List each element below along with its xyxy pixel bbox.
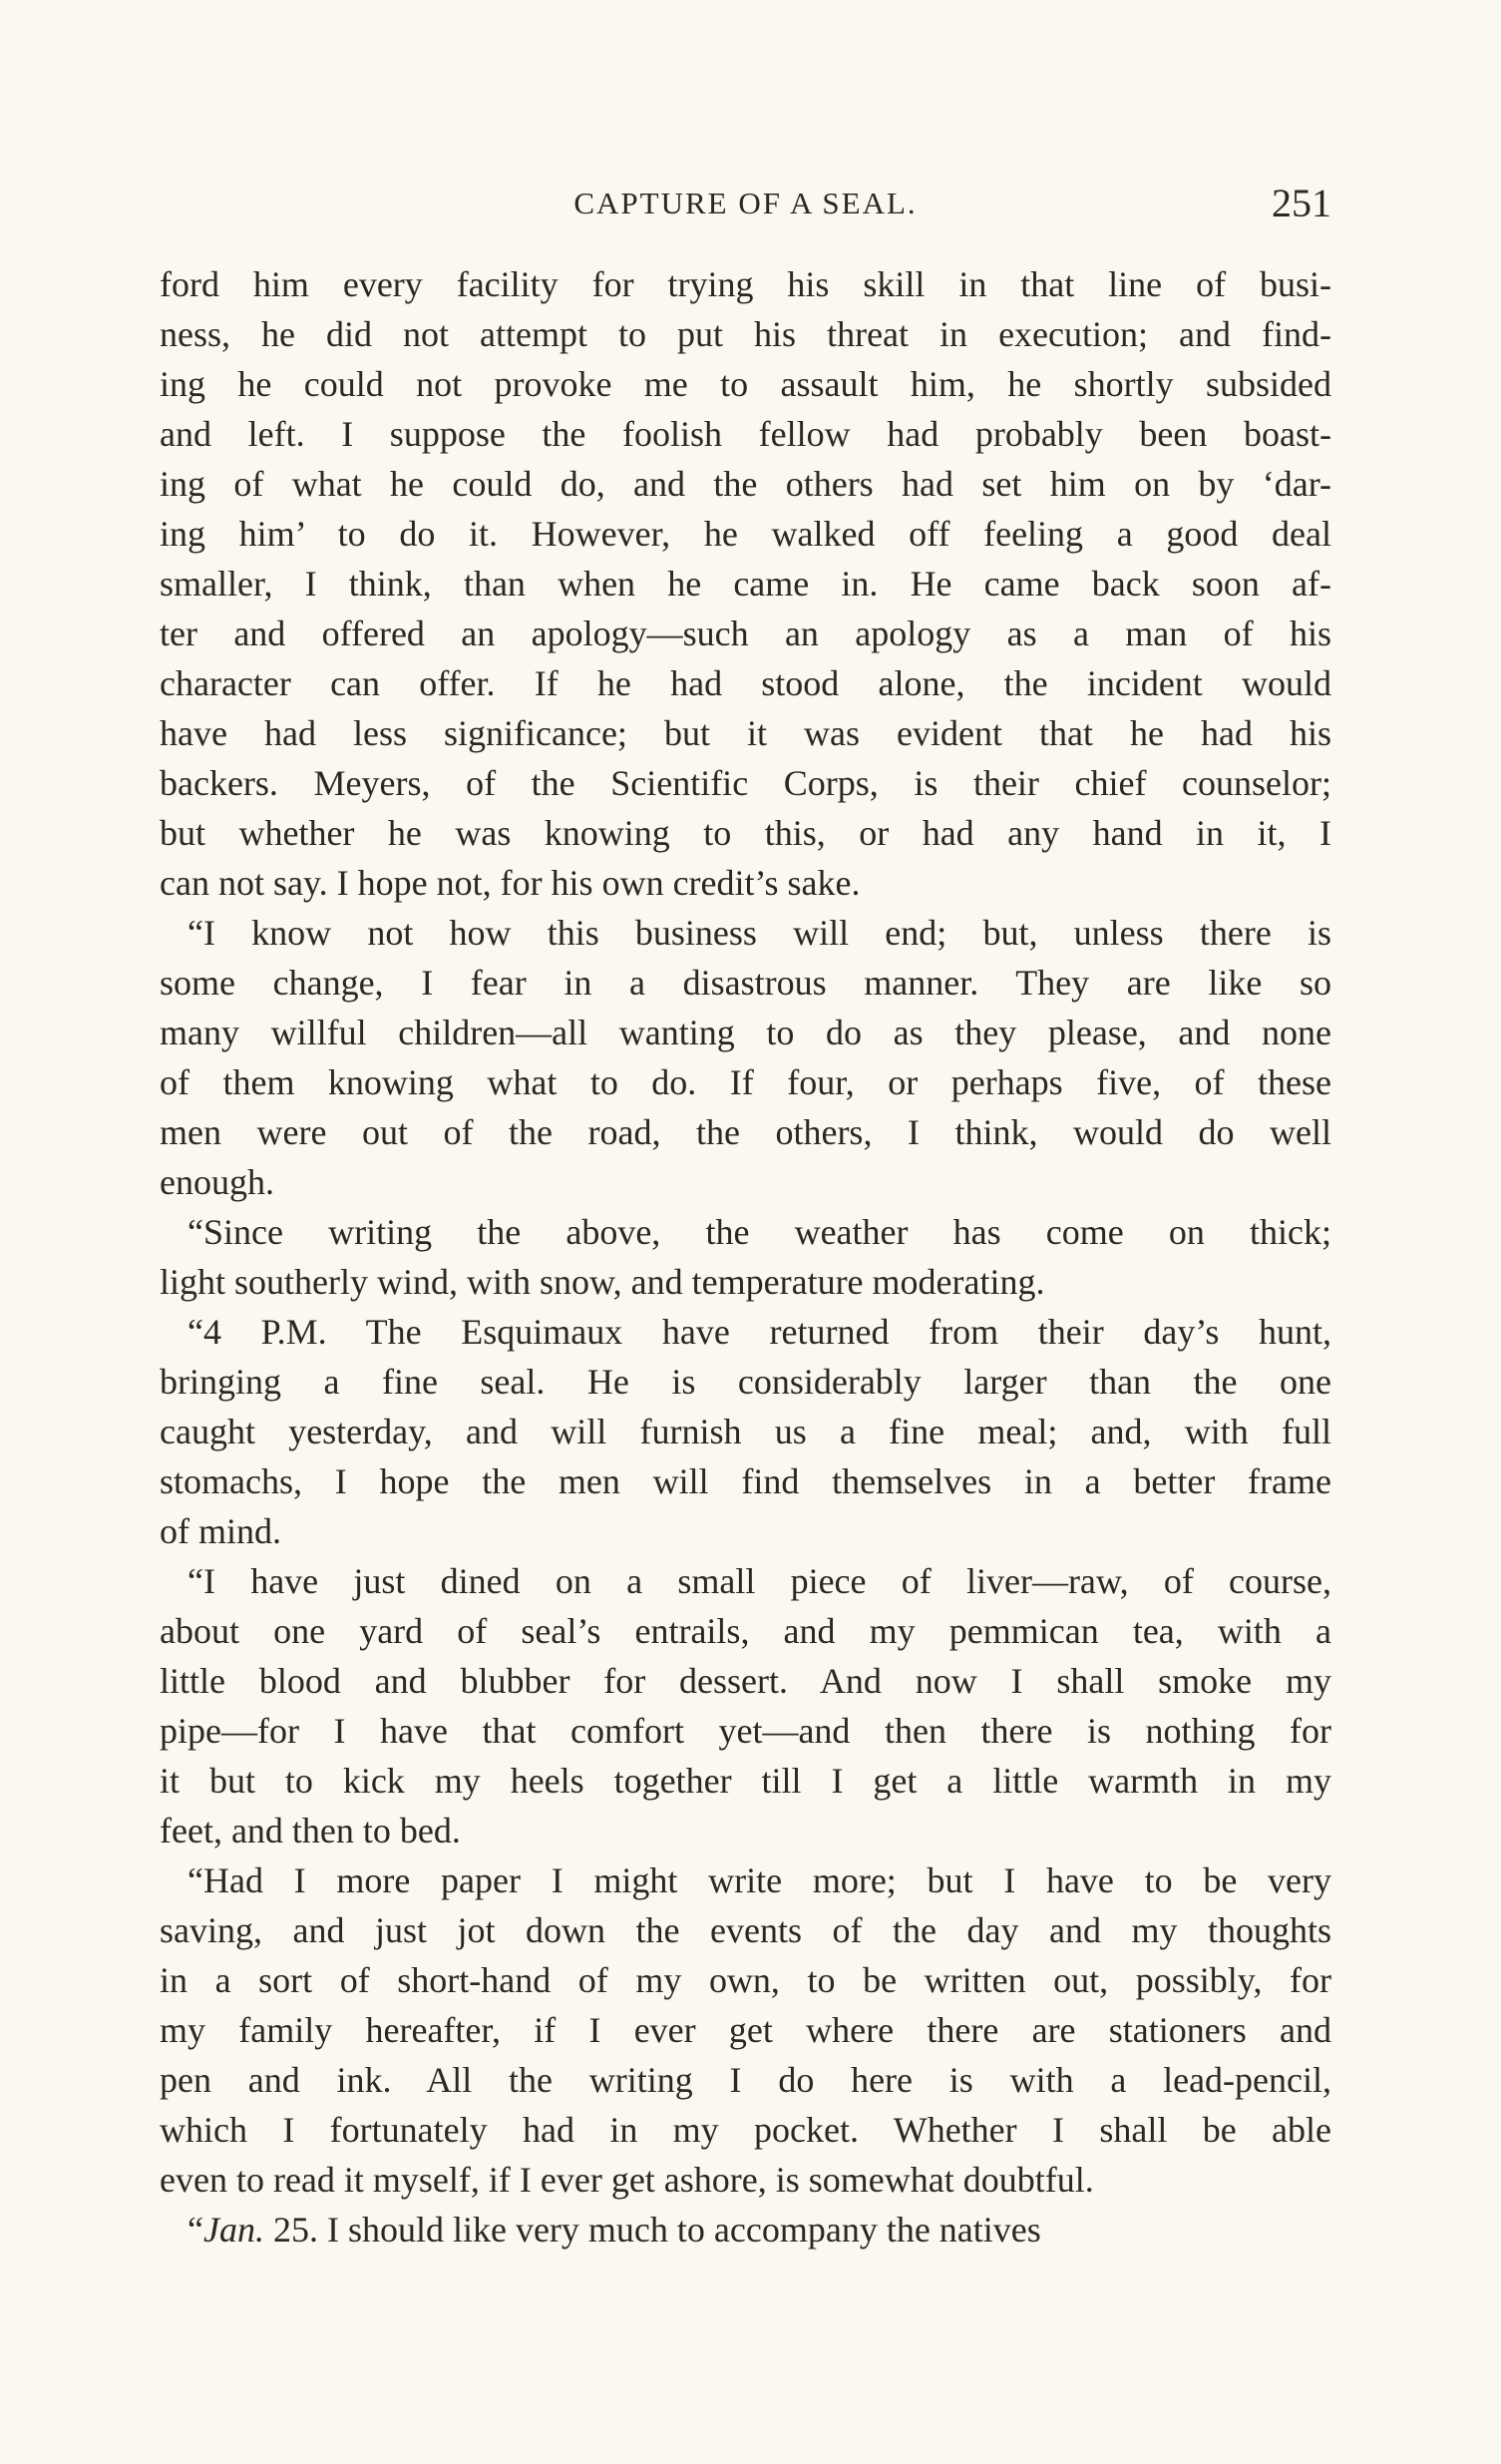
line-segment: “ xyxy=(188,2210,203,2250)
line-segment: The Esquimaux have returned from their day’s hunt, xyxy=(326,1312,1332,1352)
text-line: which I fortunately had in my pocket. Whether I shall be able xyxy=(160,2110,1331,2150)
text-line: in a sort of short-hand of my own, to be written out, possibly, for xyxy=(160,1960,1331,2000)
line-segment: 25. I should like very much to accompany the natives xyxy=(263,2210,1041,2250)
text-line: bringing a fine seal. He is considerably larger than the one xyxy=(160,1362,1331,1402)
text-line: of them knowing what to do. If four, or perhaps five, of these xyxy=(160,1062,1331,1102)
text-line: saving, and just jot down the events of the day and my thoughts xyxy=(160,1910,1331,1950)
text-line: smaller, I think, than when he came in. He came back soon af- xyxy=(160,564,1331,604)
text-line: caught yesterday, and will furnish us a fine meal; and, with full xyxy=(160,1412,1331,1451)
text-line: pen and ink. All the writing I do here is with a lead-pencil, xyxy=(160,2060,1331,2100)
text-line: can not say. I hope not, for his own credit’s sake. xyxy=(160,863,861,903)
text-line: ter and offered an apology—such an apology as a man of his xyxy=(160,614,1331,653)
text-line: and left. I suppose the foolish fellow had probably been boast- xyxy=(160,414,1331,454)
date-label: Jan. xyxy=(202,2210,264,2250)
text-line: my family hereafter, if I ever get where there are stationers and xyxy=(160,2010,1331,2050)
text-line: “Since writing the above, the weather has come on thick; xyxy=(188,1212,1331,1252)
text-line: it but to kick my heels together till I get a little warmth in my xyxy=(160,1761,1331,1801)
text-line: but whether he was knowing to this, or had any hand in it, I xyxy=(160,813,1331,853)
text-line: some change, I fear in a disastrous manner. They are like so xyxy=(160,963,1331,1003)
line-segment: “4 xyxy=(188,1312,261,1352)
text-line: “Had I more paper I might write more; but I have to be very xyxy=(188,1860,1331,1900)
text-line: men were out of the road, the others, I think, would do well xyxy=(160,1112,1331,1152)
text-line: enough. xyxy=(160,1162,274,1202)
page-number: 251 xyxy=(1272,181,1331,225)
text-line: ing him’ to do it. However, he walked off feeling a good deal xyxy=(160,514,1331,554)
text-line: many willful children—all wanting to do as they please, and none xyxy=(160,1013,1331,1052)
text-line: character can offer. If he had stood alone, the incident would xyxy=(160,663,1331,703)
text-line: ness, he did not attempt to put his threat in execution; and find- xyxy=(160,314,1331,354)
text-line: even to read it myself, if I ever get ashore, is somewhat doubtful. xyxy=(160,2160,1094,2200)
text-line: ing of what he could do, and the others had set him on by ‘dar- xyxy=(160,464,1331,504)
text-line: stomachs, I hope the men will find themselves in a better frame xyxy=(160,1461,1331,1501)
text-line: feet, and then to bed. xyxy=(160,1811,461,1850)
text-line: “I have just dined on a small piece of liver—raw, of course, xyxy=(188,1561,1331,1601)
time-abbreviation: P.M. xyxy=(260,1312,327,1352)
text-line: ford him every facility for trying his skill in that line of busi- xyxy=(160,264,1331,304)
text-line: pipe—for I have that comfort yet—and then there is nothing for xyxy=(160,1711,1331,1751)
text-line: ing he could not provoke me to assault him, he shortly subsided xyxy=(160,364,1331,404)
text-line: “I know not how this business will end; but, unless there is xyxy=(188,913,1331,953)
text-line: little blood and blubber for dessert. And now I shall smoke my xyxy=(160,1661,1331,1701)
running-title: CAPTURE OF A SEAL. xyxy=(573,186,918,220)
text-line: of mind. xyxy=(160,1511,281,1551)
text-line: light southerly wind, with snow, and temperature moderating. xyxy=(160,1262,1045,1302)
text-line xyxy=(160,1307,1331,1357)
text-line: about one yard of seal’s entrails, and my pemmican tea, with a xyxy=(160,1611,1331,1651)
text-line xyxy=(160,2205,1331,2255)
running-head xyxy=(160,178,1331,237)
text-line: have had less significance; but it was evident that he had his xyxy=(160,713,1331,753)
body-text xyxy=(160,259,1331,2255)
text-line: backers. Meyers, of the Scientific Corps, is their chief counselor; xyxy=(160,763,1331,803)
